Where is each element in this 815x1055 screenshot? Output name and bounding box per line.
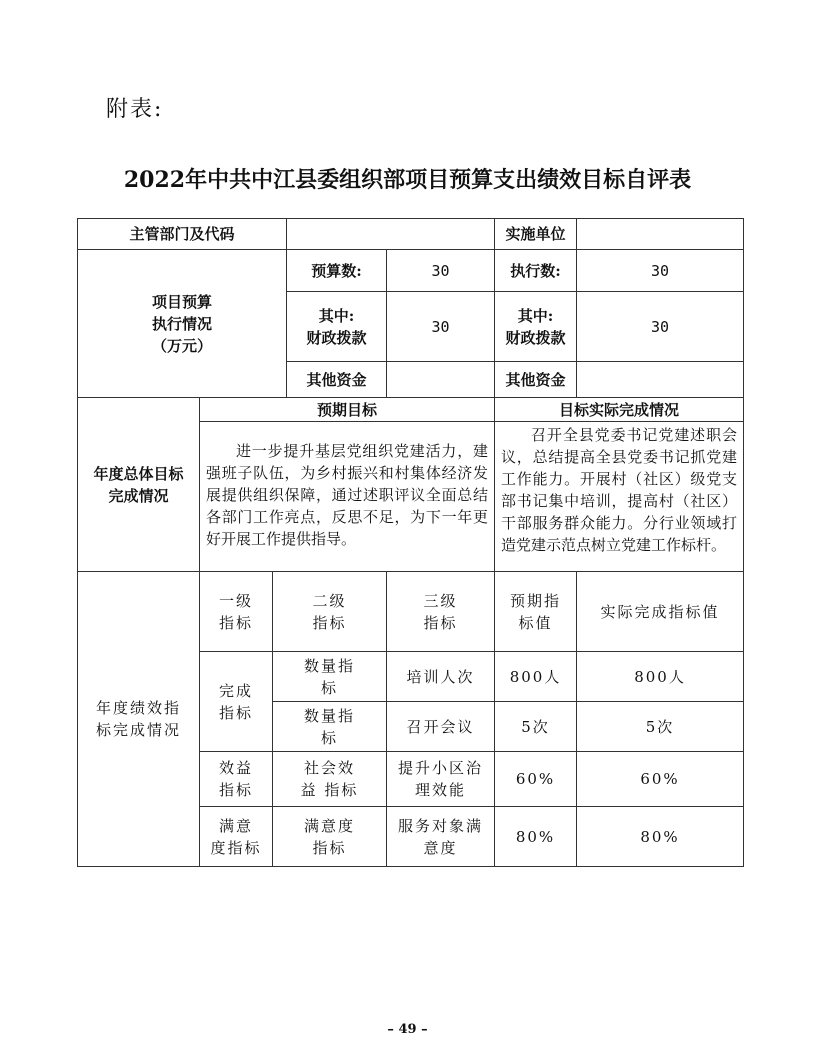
level3-cell: 培训人次 xyxy=(387,652,495,702)
performance-label: 年度绩效指 标完成情况 xyxy=(78,572,200,867)
other-budget-value xyxy=(387,362,495,398)
page-title: 2022年中共中江县委组织部项目预算支出绩效目标自评表 xyxy=(123,167,692,193)
level3-header: 三级 指标 xyxy=(387,572,495,652)
expected-value-cell: 5次 xyxy=(495,702,577,752)
expected-value-cell: 80% xyxy=(495,807,577,867)
satisfaction-indicator-group: 满意 度指标 xyxy=(200,807,273,867)
attachment-label: 附表: xyxy=(106,97,164,122)
actual-value-cell: 60% xyxy=(577,752,744,807)
expected-goal-header: 预期目标 xyxy=(200,398,495,422)
evaluation-table xyxy=(77,218,744,867)
other-budget-label: 其他资金 xyxy=(287,362,387,398)
dept-label: 主管部门及代码 xyxy=(78,219,287,250)
other-exec-value xyxy=(577,362,744,398)
expected-goal-text: 进一步提升基层党组织党建活力，建强班子队伍，为乡村振兴和村集体经济发展提供组织保障，通过述职评议全面总结各部门工作亮点，反思不足，为下一年更好开展工作提供指导。 xyxy=(200,422,495,572)
other-exec-label: 其他资金 xyxy=(495,362,577,398)
level2-cell: 社会效 益 指标 xyxy=(273,752,387,807)
indicator-header-row xyxy=(78,572,744,652)
among-budget-value: 30 xyxy=(387,292,495,362)
dept-row xyxy=(78,219,744,250)
actual-goal-text: 召开全县党委书记党建述职会议，总结提高全县党委书记抓党建工作能力。开展村（社区）级党支部书记集中培训，提高村（社区）干部服务群众能力。分行业领域打造党建示范点树立党建工作标杆。 xyxy=(495,422,744,572)
actual-value-cell: 5次 xyxy=(577,702,744,752)
actual-value-cell: 80% xyxy=(577,807,744,867)
exec-value: 30 xyxy=(577,250,744,292)
level3-cell: 召开会议 xyxy=(387,702,495,752)
actual-value-header: 实际完成指标值 xyxy=(577,572,744,652)
level2-cell: 数量指 标 xyxy=(273,702,387,752)
budget-label: 预算数: xyxy=(287,250,387,292)
impl-value xyxy=(577,219,744,250)
level2-header: 二级 指标 xyxy=(273,572,387,652)
page-number: – 49 – xyxy=(387,1022,428,1037)
budget-row xyxy=(78,250,744,292)
actual-value-cell: 800人 xyxy=(577,652,744,702)
exec-label: 执行数: xyxy=(495,250,577,292)
budget-value: 30 xyxy=(387,250,495,292)
among-exec-label: 其中: 财政拨款 xyxy=(495,292,577,362)
goal-header-row xyxy=(78,398,744,422)
level2-cell: 数量指 标 xyxy=(273,652,387,702)
level2-cell: 满意度 指标 xyxy=(273,807,387,867)
level3-cell: 提升小区治 理效能 xyxy=(387,752,495,807)
dept-value xyxy=(287,219,495,250)
among-exec-value: 30 xyxy=(577,292,744,362)
level3-cell: 服务对象满 意度 xyxy=(387,807,495,867)
expected-value-header: 预期指 标值 xyxy=(495,572,577,652)
expected-value-cell: 60% xyxy=(495,752,577,807)
benefit-indicator-group: 效益 指标 xyxy=(200,752,273,807)
among-budget-label: 其中: 财政拨款 xyxy=(287,292,387,362)
impl-label: 实施单位 xyxy=(495,219,577,250)
completion-indicator-group: 完成 指标 xyxy=(200,652,273,752)
budget-section-label: 项目预算 执行情况 （万元） xyxy=(78,250,287,398)
annual-goal-label: 年度总体目标 完成情况 xyxy=(78,398,200,572)
actual-goal-header: 目标实际完成情况 xyxy=(495,398,744,422)
expected-value-cell: 800人 xyxy=(495,652,577,702)
level1-header: 一级 指标 xyxy=(200,572,273,652)
